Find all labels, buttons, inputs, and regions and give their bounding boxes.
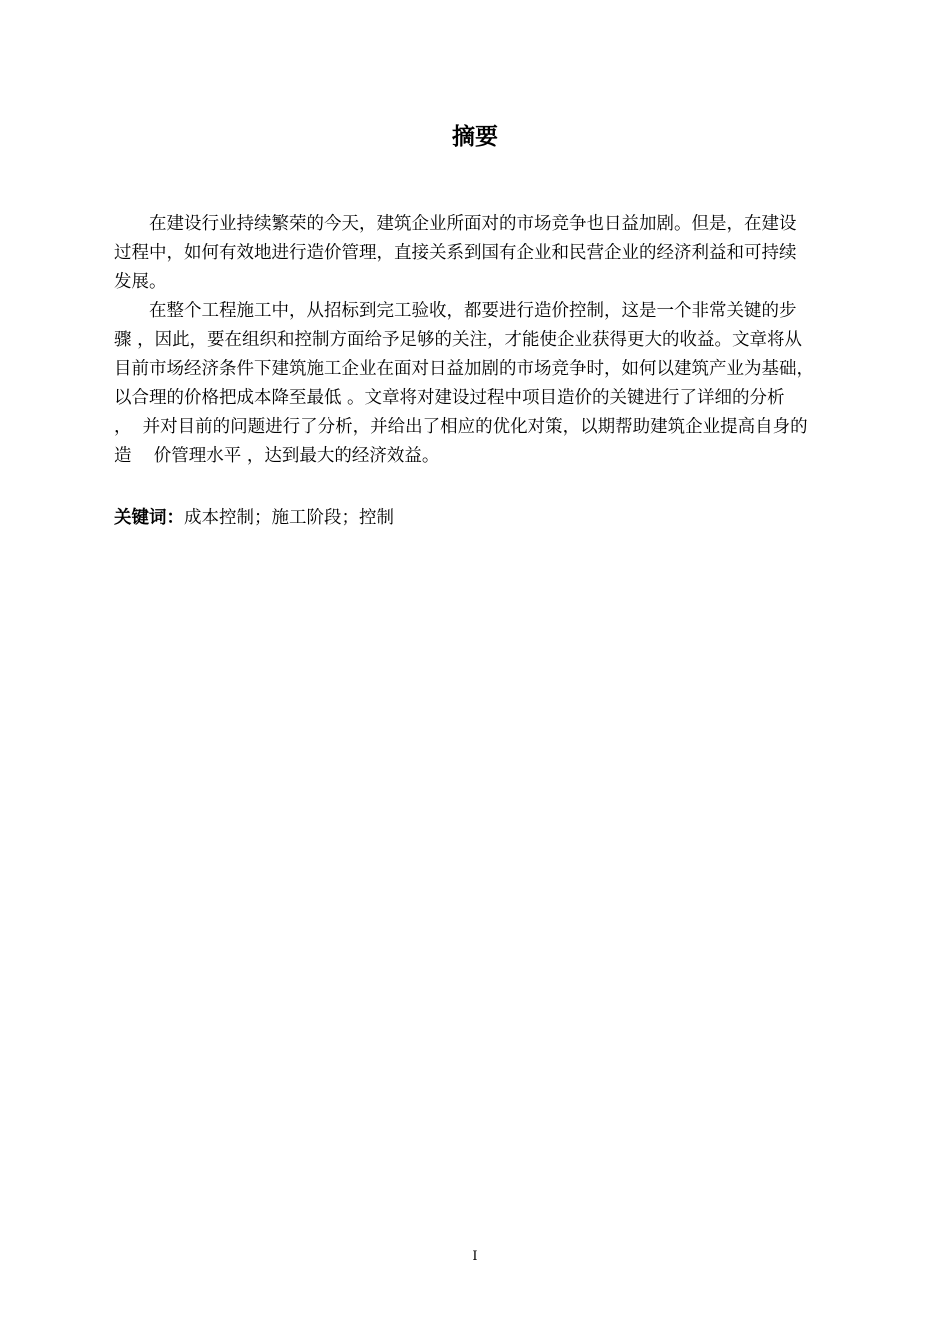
keywords-label: 关键词：	[114, 508, 184, 528]
page-title: 摘要	[452, 124, 498, 150]
keywords-line	[114, 504, 866, 533]
abstract-line: ， 并对目前的问题进行了分析，并给出了相应的优化对策，以期帮助建筑企业提高自身的	[114, 417, 808, 437]
abstract-line: 骤 ，因此，要在组织和控制方面给予足够的关注，才能使企业获得更大的收益。文章将从	[114, 330, 803, 350]
abstract-line: 以合理的价格把成本降至最低 。文章将对建设过程中项目造价的关键进行了详细的分析	[114, 388, 785, 408]
page-number: I	[472, 1249, 478, 1264]
abstract-line: 过程中，如何有效地进行造价管理，直接关系到国有企业和民营企业的经济利益和可持续	[114, 243, 797, 263]
abstract-line: 在建设行业持续繁荣的今天，建筑企业所面对的市场竞争也日益加剧。但是，在建设	[114, 214, 797, 234]
keywords-value: 成本控制；施工阶段；控制	[184, 508, 394, 528]
abstract-line: 在整个工程施工中，从招标到完工验收，都要进行造价控制，这是一个非常关键的步	[114, 301, 797, 321]
abstract-line: 目前市场经济条件下建筑施工企业在面对日益加剧的市场竞争时，如何以建筑产业为基础，	[114, 359, 814, 379]
abstract-line: 造 价管理水平 ，达到最大的经济效益。	[114, 446, 440, 466]
abstract-line: 发展。	[114, 272, 167, 292]
abstract-body	[114, 210, 866, 471]
